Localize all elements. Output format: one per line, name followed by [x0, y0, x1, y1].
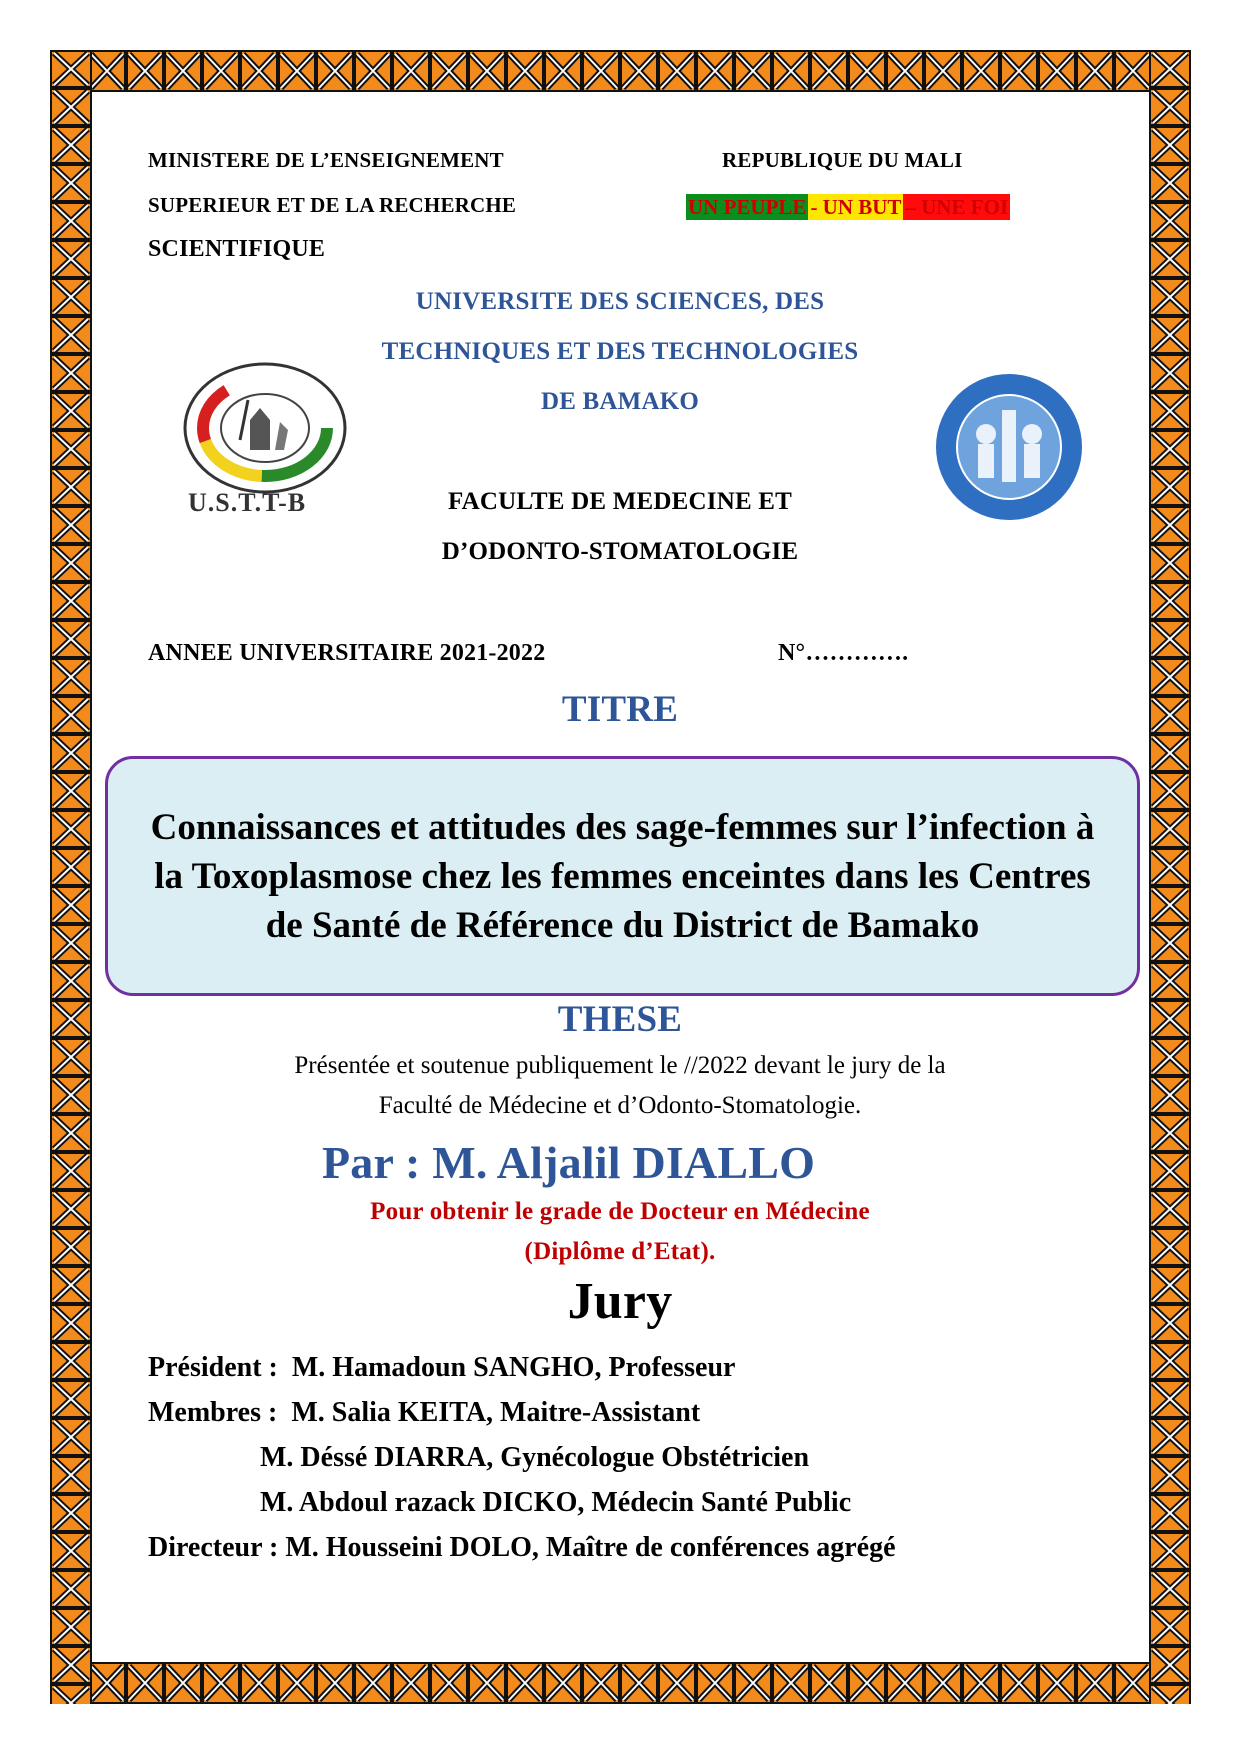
ministry-line-3: SCIENTIFIQUE — [148, 236, 326, 262]
author-name: Par : M. Aljalil DIALLO — [322, 1137, 816, 1188]
jury-president: Président : M. Hamadoun SANGHO, Professeur — [148, 1352, 736, 1383]
motto-part-3: – UNE FOI — [905, 195, 1009, 219]
national-motto — [686, 194, 1010, 220]
faculty-line-2: D’ODONTO-STOMATOLOGIE — [441, 538, 799, 565]
ministry-line-2: SUPERIEUR ET DE LA RECHERCHE — [148, 193, 517, 217]
titre-heading: TITRE — [561, 689, 679, 730]
jury-director: Directeur : M. Housseini DOLO, Maître de conférences agrégé — [148, 1532, 896, 1563]
thesis-number: N°…………. — [778, 640, 909, 666]
grade-line-1: Pour obtenir le grade de Docteur en Médecine — [370, 1198, 870, 1225]
fmos-seal — [934, 372, 1084, 522]
border-bottom — [50, 1662, 1191, 1704]
jury-member-3: M. Abdoul razack DICKO, Médecin Santé Public — [148, 1487, 852, 1518]
thesis-title-box — [105, 756, 1140, 996]
presentation-line-2: Faculté de Médecine et d’Odonto-Stomatologie. — [378, 1092, 862, 1119]
usttb-logo-label: U.S.T.T-B — [188, 488, 307, 517]
university-line-3: DE BAMAKO — [540, 388, 700, 415]
university-line-2: TECHNIQUES ET DES TECHNOLOGIES — [381, 338, 859, 365]
border-right — [1149, 50, 1191, 1704]
presentation-line-1: Présentée et soutenue publiquement le //2022 devant le jury de la — [294, 1052, 946, 1079]
border-left — [50, 50, 92, 1704]
grade-line-2: (Diplôme d’Etat). — [524, 1238, 716, 1265]
thesis-title: Connaissances et attitudes des sage-femmes sur l’infection à la Toxoplasmose chez les femmes enceintes dans les Centres de Santé de Référence du District de Bamako — [150, 806, 1095, 946]
ministry-line-1: MINISTERE DE L’ENSEIGNEMENT — [148, 148, 504, 172]
jury-heading: Jury — [567, 1273, 673, 1330]
republic-label: REPUBLIQUE DU MALI — [722, 148, 963, 172]
these-heading: THESE — [557, 999, 683, 1040]
university-line-1: UNIVERSITE DES SCIENCES, DES — [415, 288, 825, 315]
jury-member-1: Membres : M. Salia KEITA, Maitre-Assistant — [148, 1397, 701, 1428]
jury-member-2: M. Déssé DIARRA, Gynécologue Obstétricien — [148, 1442, 810, 1473]
motto-part-2: - UN BUT — [810, 195, 902, 219]
faculty-line-1: FACULTE DE MEDECINE ET — [447, 488, 793, 515]
motto-part-1: UN PEUPLE — [688, 195, 807, 219]
border-top — [50, 50, 1191, 92]
academic-year: ANNEE UNIVERSITAIRE 2021-2022 — [148, 640, 546, 666]
